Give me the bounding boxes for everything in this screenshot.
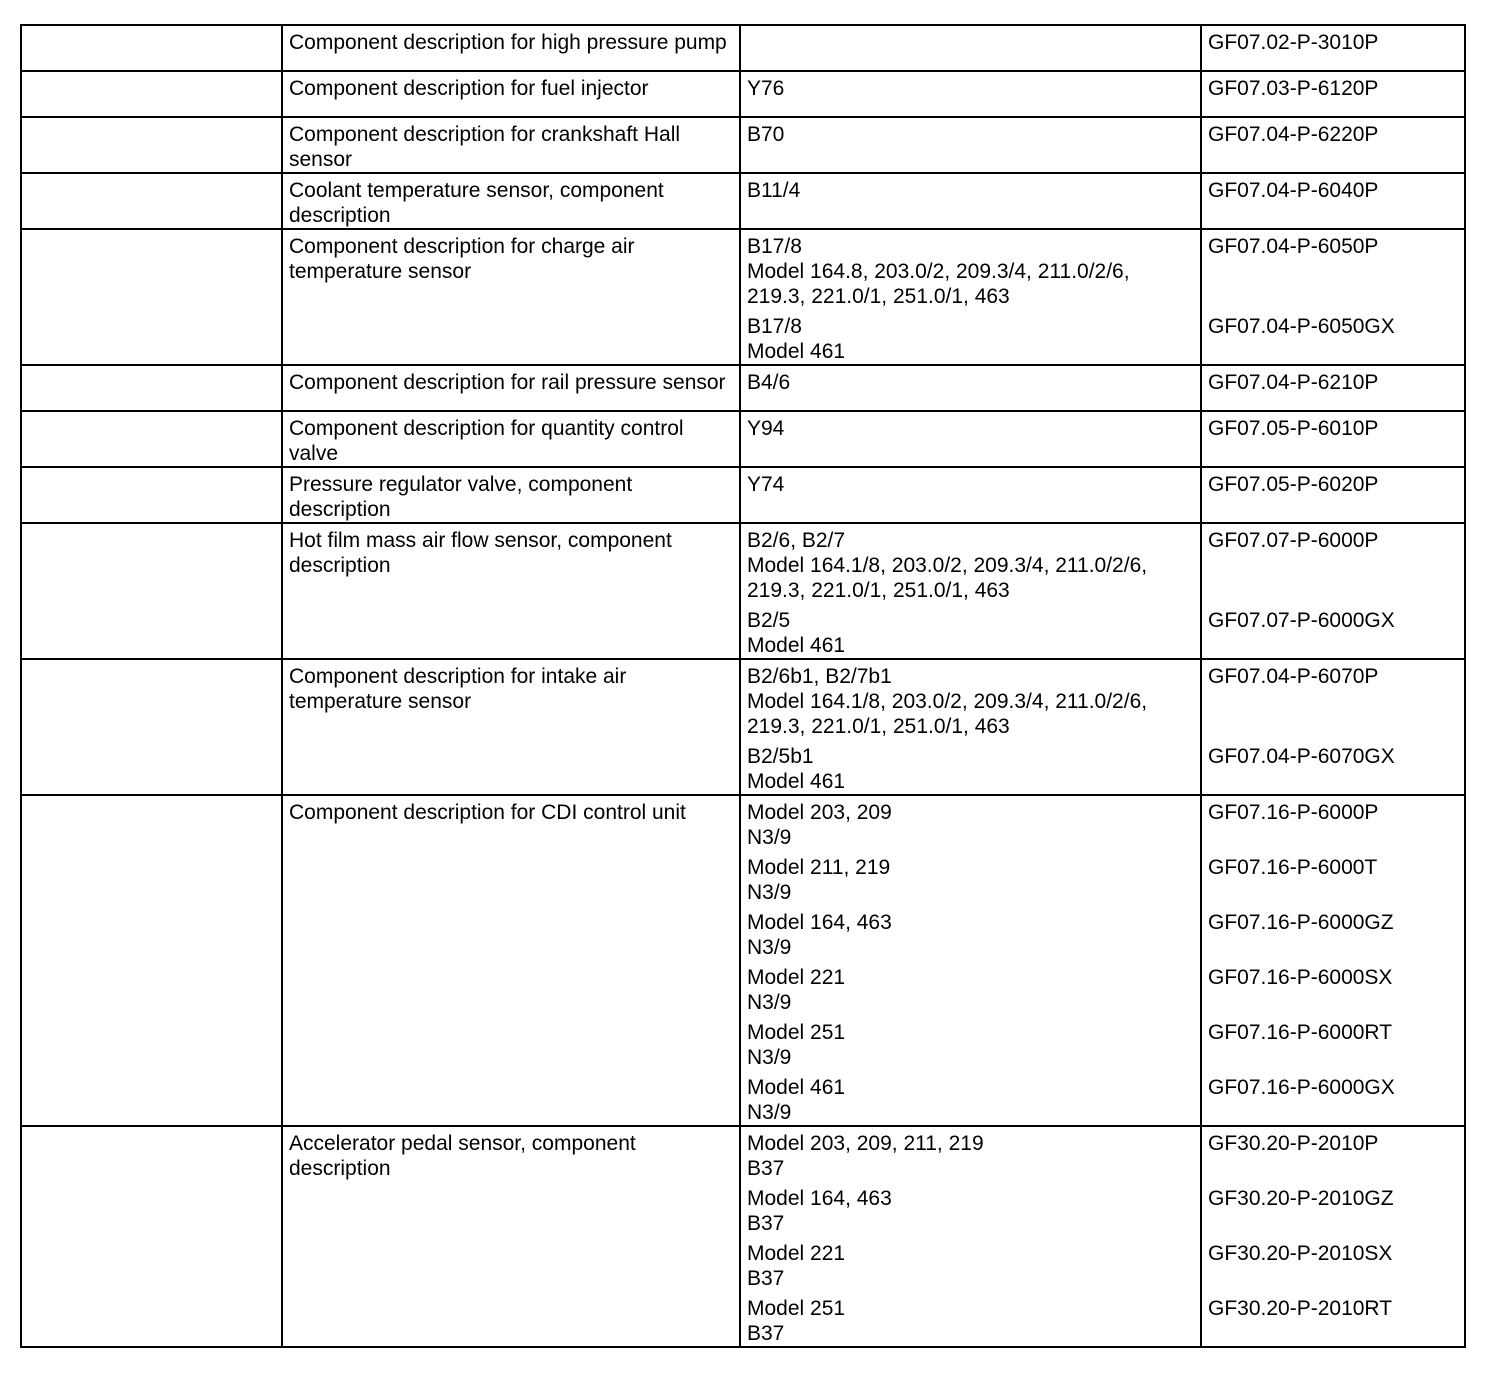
designation-line: B37 — [747, 1267, 785, 1290]
table-row — [21, 71, 1465, 117]
component-description: Component description for fuel injector — [289, 77, 649, 100]
empty-cell — [21, 229, 282, 365]
empty-cell — [21, 71, 282, 117]
designation-line: Model 251 — [747, 1297, 846, 1320]
designation-line: B4/6 — [747, 371, 791, 394]
designation-group — [747, 1241, 1194, 1296]
document-number: GF07.05-P-6010P — [1208, 417, 1379, 440]
designation-line: Model 203, 209, 211, 219 — [747, 1132, 984, 1155]
designation-line: N3/9 — [747, 936, 792, 959]
designation-group — [747, 528, 1194, 608]
document-number-cell — [1201, 411, 1465, 467]
document-group — [1208, 528, 1458, 608]
document-number: GF07.04-P-6040P — [1208, 179, 1379, 202]
component-description: Hot film mass air flow sensor, component description — [289, 529, 672, 577]
document-number: GF07.02-P-3010P — [1208, 31, 1379, 54]
document-number-cell — [1201, 173, 1465, 229]
designation-line: N3/9 — [747, 1101, 792, 1124]
empty-cell — [21, 795, 282, 1126]
designation-group — [747, 1020, 1194, 1075]
component-description: Component description for intake air temperature sensor — [289, 665, 627, 713]
component-description: Component description for CDI control unit — [289, 801, 686, 824]
designation-line: B17/8 — [747, 315, 802, 338]
designation-line: Model 164, 463 — [747, 1187, 892, 1210]
document-number-cell — [1201, 467, 1465, 523]
document-number-cell — [1201, 795, 1465, 1126]
component-description-cell — [282, 1126, 740, 1347]
document-group — [1208, 800, 1458, 855]
empty-cell — [21, 25, 282, 71]
designation-group — [747, 800, 1194, 855]
designation-cell — [740, 523, 1201, 659]
document-number: GF30.20-P-2010GZ — [1208, 1187, 1394, 1210]
document-group — [1208, 910, 1458, 965]
component-description-cell — [282, 365, 740, 411]
empty-cell — [21, 173, 282, 229]
table-row — [21, 659, 1465, 795]
document-number: GF07.03-P-6120P — [1208, 77, 1379, 100]
component-description-cell — [282, 659, 740, 795]
document-number: GF07.16-P-6000RT — [1208, 1021, 1393, 1044]
document-group — [1208, 472, 1458, 497]
designation-line: Model 164.8, 203.0/2, 209.3/4, 211.0/2/6, — [747, 260, 1130, 283]
designation-line: Model 221 — [747, 1242, 846, 1265]
component-description-cell — [282, 229, 740, 365]
designation-line: N3/9 — [747, 991, 792, 1014]
document-group — [1208, 608, 1458, 633]
document-group — [1208, 178, 1458, 203]
document-number: GF07.04-P-6070P — [1208, 665, 1379, 688]
component-description-cell — [282, 523, 740, 659]
designation-group — [747, 965, 1194, 1020]
document-group — [1208, 1241, 1458, 1296]
designation-group — [747, 744, 1194, 794]
designation-line: Y74 — [747, 473, 785, 496]
document-group — [1208, 234, 1458, 314]
document-group — [1208, 1075, 1458, 1100]
document-number: GF07.16-P-6000T — [1208, 856, 1378, 879]
designation-line: Y76 — [747, 77, 785, 100]
designation-cell — [740, 795, 1201, 1126]
designation-line: Model 211, 219 — [747, 856, 891, 879]
component-description-cell — [282, 117, 740, 173]
designation-line: Model 164.1/8, 203.0/2, 209.3/4, 211.0/2/6, — [747, 554, 1148, 577]
document-group — [1208, 744, 1458, 769]
designation-line: Model 164, 463 — [747, 911, 892, 934]
document-number-cell — [1201, 25, 1465, 71]
document-number-cell — [1201, 659, 1465, 795]
designation-line: Model 461 — [747, 1076, 846, 1099]
empty-cell — [21, 365, 282, 411]
designation-group — [747, 1296, 1194, 1346]
document-number: GF30.20-P-2010P — [1208, 1132, 1379, 1155]
document-number: GF07.16-P-6000SX — [1208, 966, 1393, 989]
document-number-cell — [1201, 117, 1465, 173]
component-description-cell — [282, 467, 740, 523]
table-row — [21, 25, 1465, 71]
empty-cell — [21, 411, 282, 467]
table-row — [21, 173, 1465, 229]
designation-line: B2/6, B2/7 — [747, 529, 846, 552]
document-group — [1208, 1131, 1458, 1186]
document-group — [1208, 1186, 1458, 1241]
component-description: Pressure regulator valve, component description — [289, 473, 633, 521]
designation-line: 219.3, 221.0/1, 251.0/1, 463 — [747, 579, 1010, 602]
designation-line: B2/6b1, B2/7b1 — [747, 665, 892, 688]
designation-cell — [740, 1126, 1201, 1347]
component-description: Component description for rail pressure sensor — [289, 371, 726, 394]
empty-cell — [21, 659, 282, 795]
designation-cell — [740, 173, 1201, 229]
designation-group — [747, 234, 1194, 314]
designation-line: B37 — [747, 1212, 785, 1235]
component-description: Component description for quantity control valve — [289, 417, 684, 465]
designation-group — [747, 178, 1194, 203]
designation-group — [747, 416, 1194, 441]
designation-line: Model 203, 209 — [747, 801, 892, 824]
document-number: GF07.16-P-6000P — [1208, 801, 1379, 824]
designation-line: B70 — [747, 123, 785, 146]
designation-line: B37 — [747, 1322, 785, 1345]
designation-cell — [740, 117, 1201, 173]
empty-cell — [21, 467, 282, 523]
table-row — [21, 411, 1465, 467]
designation-line: B37 — [747, 1157, 785, 1180]
designation-group — [747, 855, 1194, 910]
component-description-cell — [282, 71, 740, 117]
document-number: GF07.07-P-6000P — [1208, 529, 1379, 552]
designation-line: Model 251 — [747, 1021, 846, 1044]
designation-line: N3/9 — [747, 881, 792, 904]
designation-group — [747, 1075, 1194, 1125]
document-group — [1208, 76, 1458, 101]
designation-group — [747, 910, 1194, 965]
designation-cell — [740, 467, 1201, 523]
document-number: GF07.04-P-6070GX — [1208, 745, 1395, 768]
table-row — [21, 467, 1465, 523]
document-number: GF30.20-P-2010SX — [1208, 1242, 1393, 1265]
designation-group — [747, 472, 1194, 497]
designation-line: B2/5b1 — [747, 745, 814, 768]
document-group — [1208, 1296, 1458, 1321]
document-group — [1208, 314, 1458, 339]
table-row — [21, 1126, 1465, 1347]
designation-line: 219.3, 221.0/1, 251.0/1, 463 — [747, 285, 1010, 308]
designation-line: N3/9 — [747, 1046, 792, 1069]
designation-line: Model 221 — [747, 966, 846, 989]
empty-cell — [21, 523, 282, 659]
table-row — [21, 795, 1465, 1126]
document-group — [1208, 1020, 1458, 1075]
document-number: GF07.04-P-6050P — [1208, 235, 1379, 258]
designation-group — [747, 664, 1194, 744]
designation-line: Model 461 — [747, 770, 846, 793]
designation-line: 219.3, 221.0/1, 251.0/1, 463 — [747, 715, 1010, 738]
table-row — [21, 229, 1465, 365]
document-group — [1208, 370, 1458, 395]
document-number-cell — [1201, 229, 1465, 365]
designation-cell — [740, 229, 1201, 365]
table-row — [21, 117, 1465, 173]
document-number-cell — [1201, 1126, 1465, 1347]
designation-line: Model 164.1/8, 203.0/2, 209.3/4, 211.0/2/6, — [747, 690, 1148, 713]
document-number: GF07.07-P-6000GX — [1208, 609, 1395, 632]
designation-group — [747, 370, 1194, 395]
document-group — [1208, 416, 1458, 441]
document-group — [1208, 122, 1458, 147]
designation-group — [747, 122, 1194, 147]
component-description: Component description for charge air temperature sensor — [289, 235, 635, 283]
component-description: Coolant temperature sensor, component description — [289, 179, 664, 227]
document-number: GF07.16-P-6000GX — [1208, 1076, 1395, 1099]
component-description: Accelerator pedal sensor, component description — [289, 1132, 636, 1180]
document-number: GF30.20-P-2010RT — [1208, 1297, 1393, 1320]
document-number: GF07.04-P-6210P — [1208, 371, 1379, 394]
table-row — [21, 365, 1465, 411]
designation-line: B17/8 — [747, 235, 802, 258]
document-group — [1208, 855, 1458, 910]
designation-group — [747, 1186, 1194, 1241]
component-description: Component description for crankshaft Hall sensor — [289, 123, 681, 171]
document-group — [1208, 664, 1458, 744]
designation-cell — [740, 365, 1201, 411]
empty-cell — [21, 117, 282, 173]
designation-line: N3/9 — [747, 826, 792, 849]
component-description: Component description for high pressure pump — [289, 31, 727, 54]
document-group — [1208, 30, 1458, 55]
document-number: GF07.04-P-6220P — [1208, 123, 1379, 146]
designation-line: Model 461 — [747, 340, 846, 363]
component-description-cell — [282, 25, 740, 71]
empty-cell — [21, 1126, 282, 1347]
designation-group — [747, 76, 1194, 101]
component-description-cell — [282, 795, 740, 1126]
document-number-cell — [1201, 71, 1465, 117]
designation-cell — [740, 71, 1201, 117]
document-number: GF07.16-P-6000GZ — [1208, 911, 1394, 934]
designation-line: B11/4 — [747, 179, 801, 202]
document-number-cell — [1201, 523, 1465, 659]
designation-cell — [740, 659, 1201, 795]
designation-line: B2/5 — [747, 609, 791, 632]
table-row — [21, 523, 1465, 659]
document-number: GF07.05-P-6020P — [1208, 473, 1379, 496]
document-number-cell — [1201, 365, 1465, 411]
designation-cell — [740, 25, 1201, 71]
component-table — [20, 24, 1466, 1348]
component-description-cell — [282, 173, 740, 229]
document-group — [1208, 965, 1458, 1020]
component-description-cell — [282, 411, 740, 467]
component-table-body — [21, 25, 1465, 1347]
designation-line: Y94 — [747, 417, 785, 440]
designation-group — [747, 608, 1194, 658]
designation-group — [747, 1131, 1194, 1186]
document-number: GF07.04-P-6050GX — [1208, 315, 1395, 338]
designation-group — [747, 314, 1194, 364]
designation-line: Model 461 — [747, 634, 846, 657]
designation-cell — [740, 411, 1201, 467]
